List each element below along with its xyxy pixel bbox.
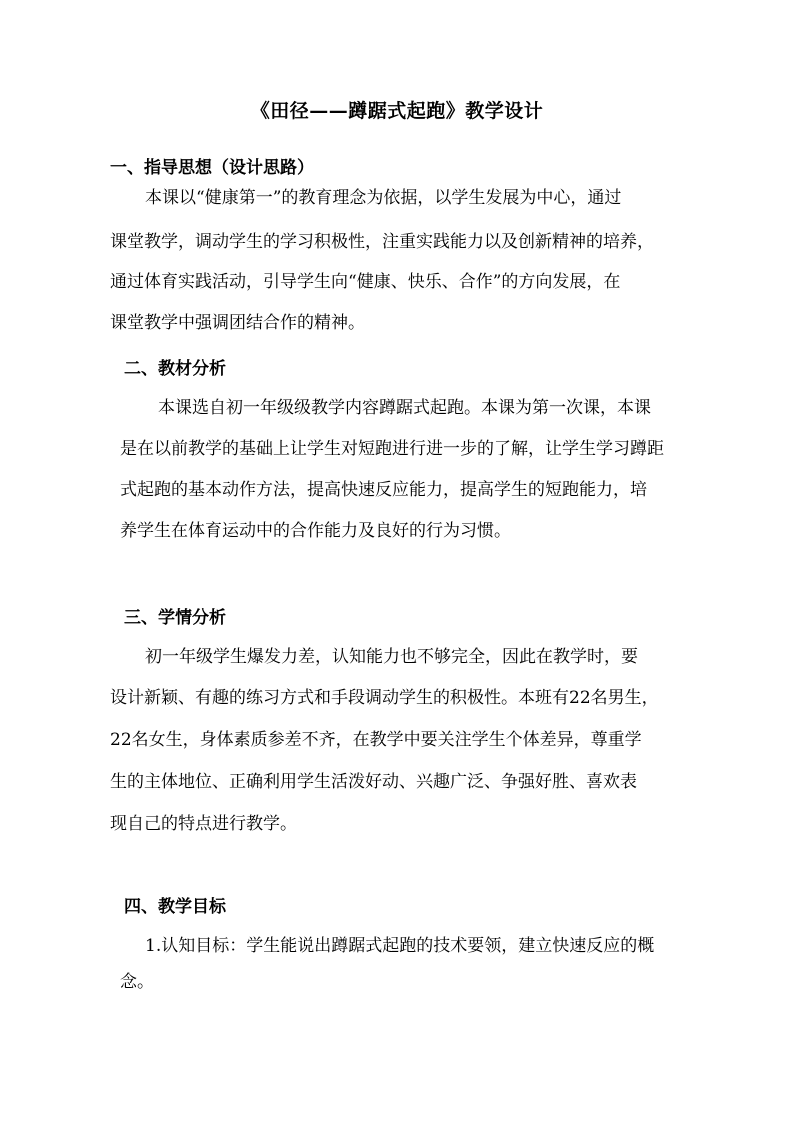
paragraph-line: 养学生在体育运动中的合作能力及良好的行为习惯。 xyxy=(120,521,511,541)
paragraph-line: 生的主体地位、正确利用学生活泼好动、兴趣广泛、争强好胜、喜欢表 xyxy=(110,772,637,792)
paragraph-line: 本课选自初一年级级教学内容蹲踞式起跑。本课为第一次课，本课 xyxy=(158,398,651,418)
section-heading-learner-analysis: 三、学情分析 xyxy=(124,608,226,628)
paragraph-line: 设计新颖、有趣的练习方式和手段调动学生的积极性。本班有22名男生， xyxy=(110,688,659,708)
paragraph-line: 1.认知目标：学生能说出蹲踞式起跑的技术要领，建立快速反应的概 xyxy=(145,936,655,956)
section-heading-teaching-objectives: 四、教学目标 xyxy=(124,897,226,917)
paragraph-line: 现自己的特点进行教学。 xyxy=(110,814,297,834)
paragraph-line: 念。 xyxy=(120,972,154,992)
section-heading-textbook-analysis: 二、教材分析 xyxy=(124,359,226,379)
section-heading-guiding-ideas: 一、指导思想（设计思路） xyxy=(110,158,314,178)
document-title: 《田径——蹲踞式起跑》教学设计 xyxy=(250,100,544,122)
paragraph-line: 是在以前教学的基础上让学生对短跑进行进一步的了解，让学生学习蹲距 xyxy=(120,439,664,459)
paragraph-line: 式起跑的基本动作方法，提高快速反应能力，提高学生的短跑能力，培 xyxy=(120,480,647,500)
paragraph-line: 初一年级学生爆发力差，认知能力也不够完全，因此在教学时，要 xyxy=(145,647,638,667)
paragraph-line: 22名女生，身体素质参差不齐，在教学中要关注学生个体差异，尊重学 xyxy=(110,730,642,750)
paragraph-line: 通过体育实践活动，引导学生向“健康、快乐、合作”的方向发展，在 xyxy=(110,272,621,292)
paragraph-line: 本课以“健康第一”的教育理念为依据，以学生发展为中心，通过 xyxy=(145,188,622,208)
paragraph-line: 课堂教学，调动学生的学习积极性，注重实践能力以及创新精神的培养， xyxy=(110,232,654,252)
paragraph-line: 课堂教学中强调团结合作的精神。 xyxy=(110,313,365,333)
